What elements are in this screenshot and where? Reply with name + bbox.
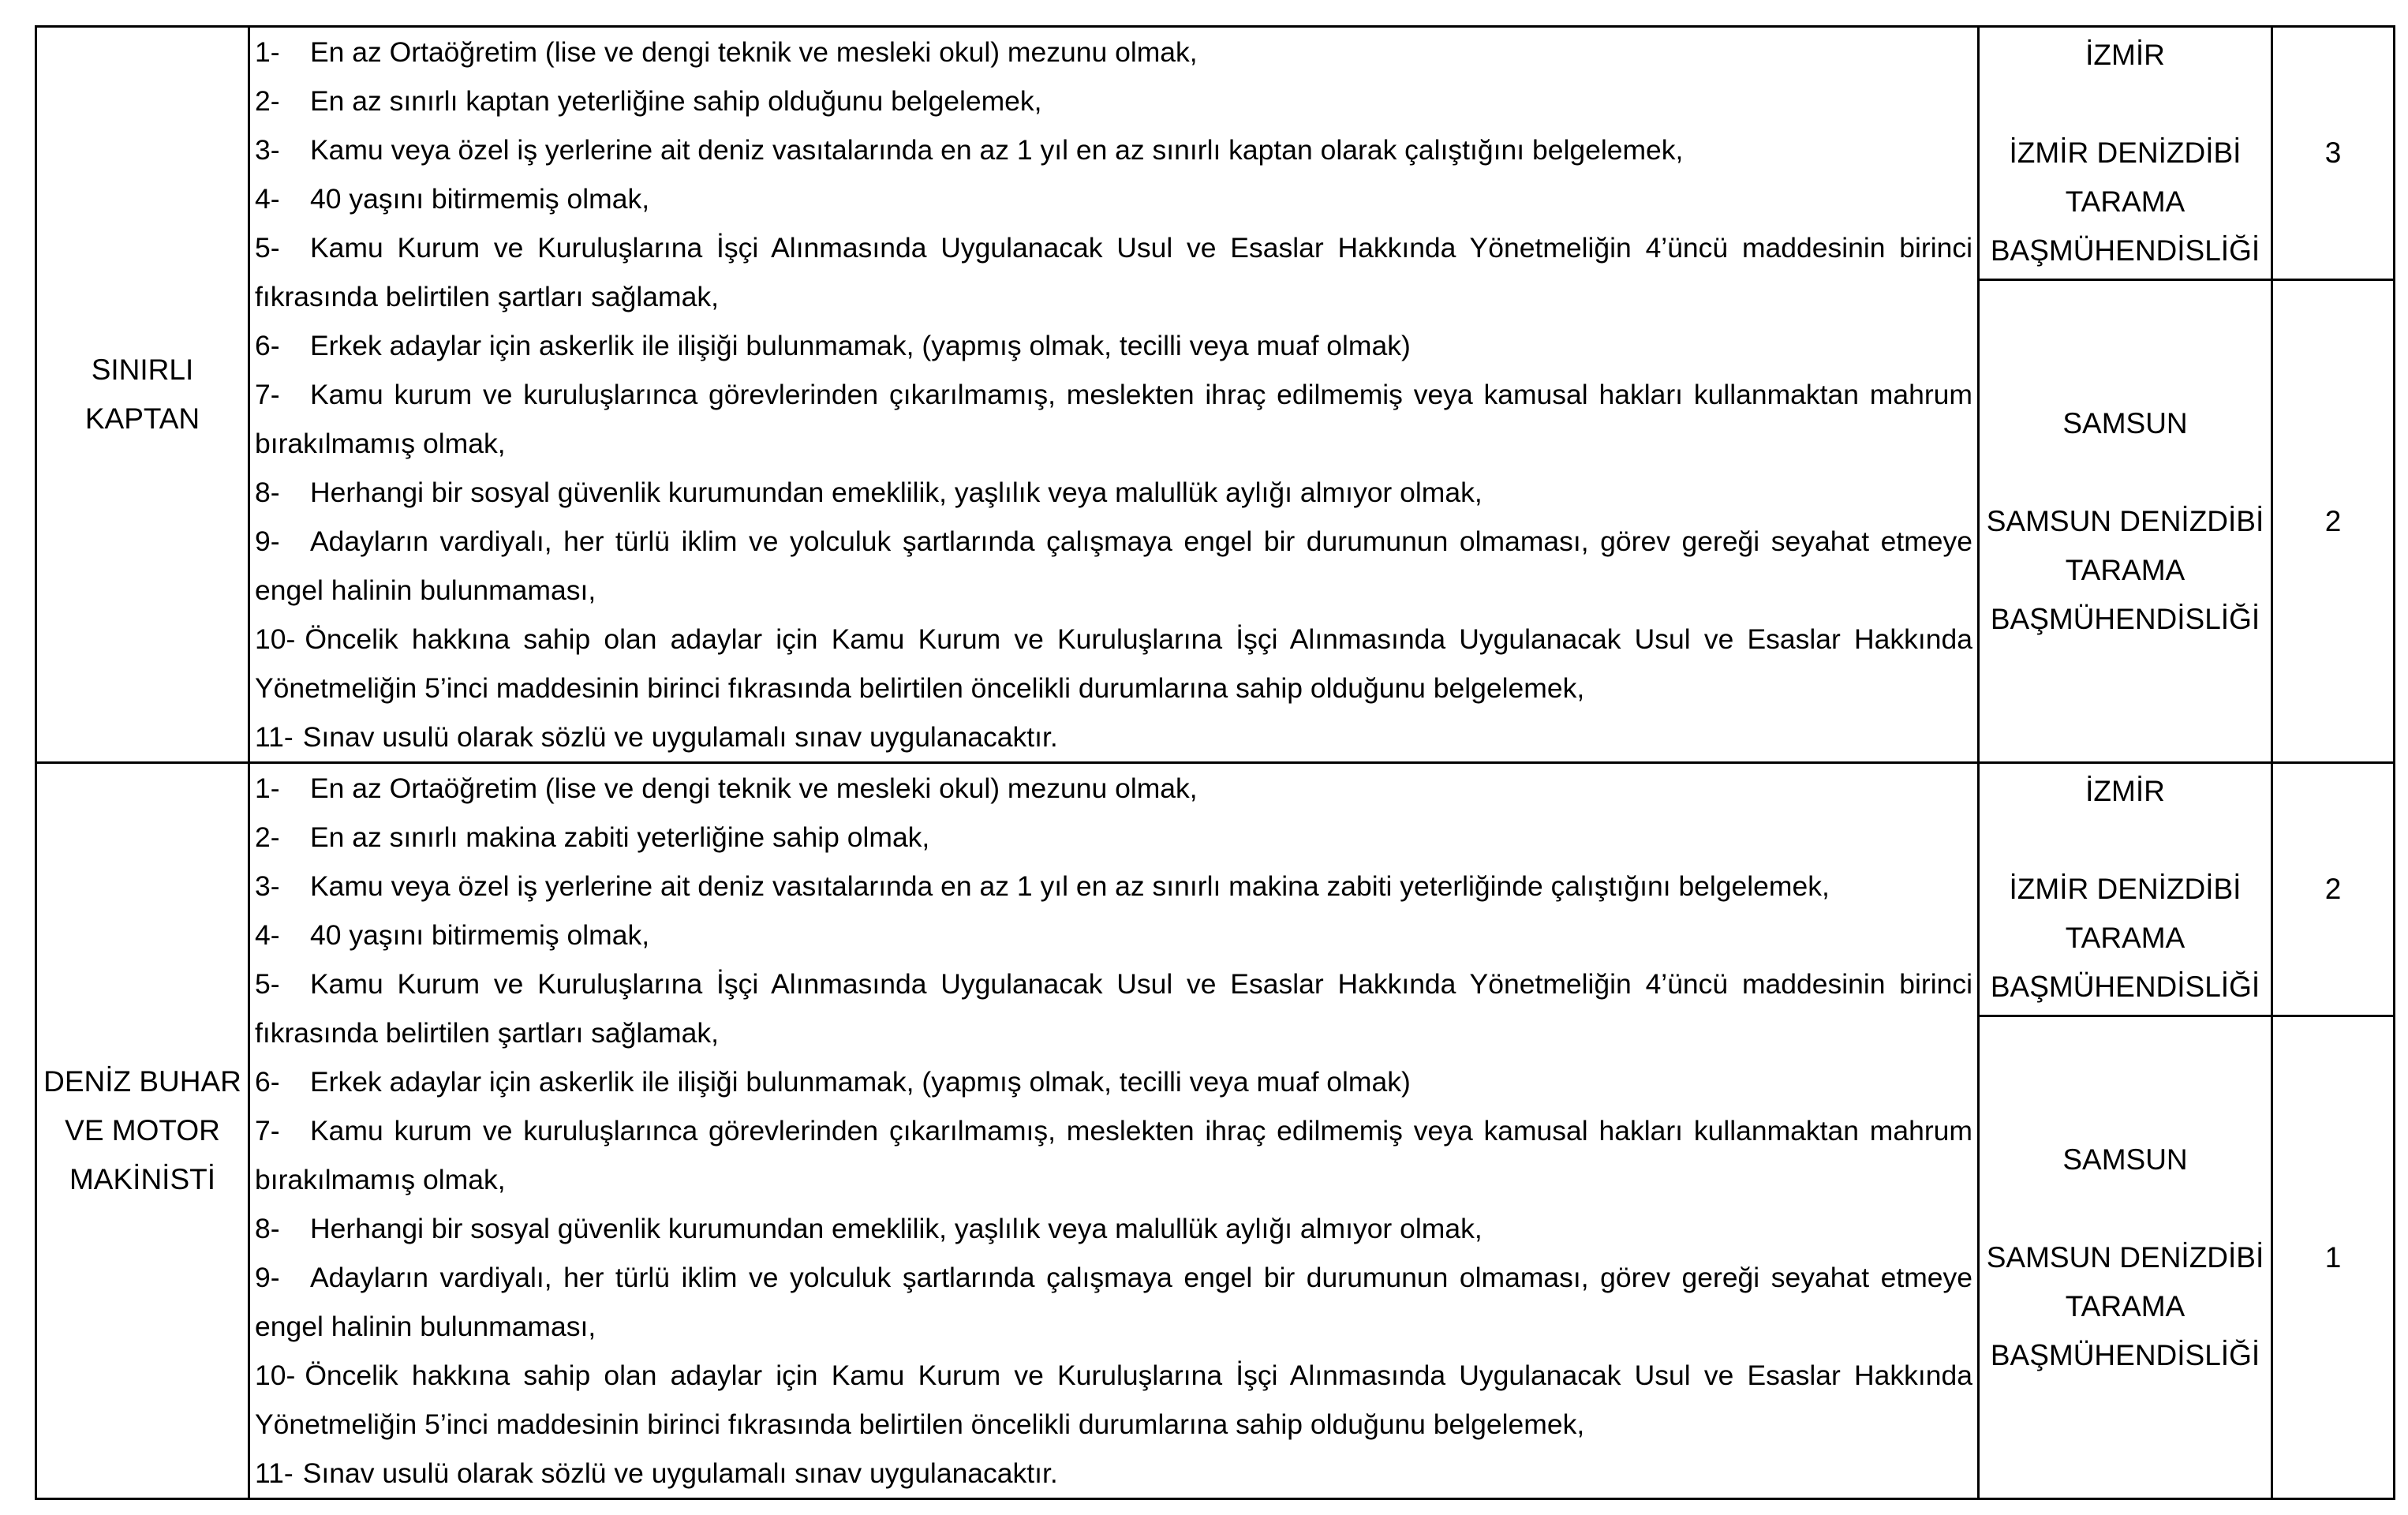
requirement-text: Herhangi bir sosyal güvenlik kurumundan emeklilik, yaşlılık veya malullük aylığı almıyor olmak, bbox=[310, 477, 1483, 508]
requirement-text: 40 yaşını bitirmemiş olmak, bbox=[310, 919, 650, 951]
location-unit-line: TARAMA bbox=[2065, 1289, 2186, 1322]
position-count-cell: 2 bbox=[2272, 280, 2395, 763]
requirement-number: 1- bbox=[255, 36, 280, 68]
requirements-cell bbox=[249, 27, 1979, 763]
position-count-cell: 2 bbox=[2272, 763, 2395, 1016]
requirement-text: En az sınırlı kaptan yeterliğine sahip olduğunu belgelemek, bbox=[310, 85, 1042, 117]
requirement-text: Adayların vardiyalı, her türlü iklim ve yolculuk şartlarında çalışmaya engel bir durumunun olmaması, görev gereği seyahat etmeye engel halinin bulunmaması, bbox=[255, 1262, 1972, 1342]
requirement-text: Kamu kurum ve kuruluşlarınca görevlerinden çıkarılmamış, meslekten ihraç edilmemiş veya kamusal hakları kullanmaktan mahrum bırakılmamış olmak, bbox=[255, 1115, 1972, 1195]
position-title-line: DENİZ BUHAR bbox=[43, 1065, 241, 1098]
location-unit-line: BAŞMÜHENDİSLİĞİ bbox=[1990, 971, 2260, 1004]
position-title-line: KAPTAN bbox=[84, 402, 200, 435]
requirement-number: 5- bbox=[255, 232, 280, 264]
requirement-text: Öncelik hakkına sahip olan adaylar için Kamu Kurum ve Kuruluşlarına İşçi Alınmasında Uygulanacak Usul ve Esaslar Hakkında Yönetmeliğin 5’inci maddesinin birinci fıkrasında belirtilen öncelikli durumlarına sahip olduğunu belgelemek, bbox=[255, 623, 1972, 704]
requirement-number: 4- bbox=[255, 919, 280, 951]
requirement-number: 2- bbox=[255, 821, 280, 853]
requirement-number: 11- bbox=[255, 721, 294, 753]
requirement-number: 10- bbox=[255, 1360, 296, 1391]
list-item bbox=[255, 174, 1972, 223]
list-item bbox=[255, 1057, 1972, 1106]
requirement-text: En az Ortaöğretim (lise ve dengi teknik ve mesleki okul) mezunu olmak, bbox=[310, 772, 1198, 804]
list-item bbox=[255, 468, 1972, 517]
table-row bbox=[36, 27, 2395, 280]
requirements-list bbox=[255, 764, 1972, 1498]
requirements-cell bbox=[249, 763, 1979, 1499]
list-item bbox=[255, 862, 1972, 911]
requirement-number: 1- bbox=[255, 772, 280, 804]
requirement-text: Kamu Kurum ve Kuruluşlarına İşçi Alınmasında Uygulanacak Usul ve Esaslar Hakkında Yönetmeliğin 4’üncü maddesinin birinci fıkrasında belirtilen şartları sağlamak, bbox=[255, 232, 1972, 312]
requirement-number: 2- bbox=[255, 85, 280, 117]
location-cell bbox=[1979, 280, 2272, 763]
location-unit-line: TARAMA bbox=[2065, 185, 2186, 219]
location-spacer bbox=[1980, 80, 2271, 129]
list-item bbox=[255, 370, 1972, 468]
requirement-text: Sınav usulü olarak sözlü ve uygulamalı sınav uygulanacaktır. bbox=[302, 721, 1058, 753]
requirement-text: 40 yaşını bitirmemiş olmak, bbox=[310, 183, 650, 215]
requirement-number: 9- bbox=[255, 1262, 280, 1293]
requirement-number: 6- bbox=[255, 330, 280, 361]
requirement-number: 3- bbox=[255, 134, 280, 166]
requirement-text: Erkek adaylar için askerlik ile ilişiği bulunmamak, (yapmış olmak, tecilli veya muaf olmak) bbox=[310, 330, 1411, 361]
list-item bbox=[255, 813, 1972, 862]
list-item bbox=[255, 1351, 1972, 1449]
requirements-list bbox=[255, 28, 1972, 761]
requirement-number: 8- bbox=[255, 1213, 280, 1244]
list-item bbox=[255, 223, 1972, 321]
position-title-cell bbox=[36, 763, 249, 1499]
position-title-line: MAKİNİSTİ bbox=[69, 1163, 216, 1195]
requirement-number: 3- bbox=[255, 870, 280, 902]
location-unit-line: TARAMA bbox=[2065, 922, 2186, 955]
location-spacer bbox=[1980, 1184, 2271, 1233]
requirement-number: 9- bbox=[255, 526, 280, 557]
table-row bbox=[36, 763, 2395, 1016]
requirement-text: Kamu veya özel iş yerlerine ait deniz vasıtalarında en az 1 yıl en az sınırlı makina zabiti yeterliğinde çalıştığını belgelemek, bbox=[310, 870, 1830, 902]
list-item bbox=[255, 911, 1972, 960]
location-unit-line: İZMİR DENİZDİBİ bbox=[2009, 873, 2242, 906]
requirement-number: 10- bbox=[255, 623, 296, 655]
requirements-table bbox=[35, 25, 2395, 1500]
location-city: İZMİR bbox=[2085, 775, 2165, 808]
location-cell bbox=[1979, 27, 2272, 280]
requirement-number: 11- bbox=[255, 1457, 294, 1489]
requirement-number: 5- bbox=[255, 968, 280, 1000]
list-item bbox=[255, 764, 1972, 813]
list-item bbox=[255, 1106, 1972, 1204]
list-item bbox=[255, 1449, 1972, 1498]
requirement-text: Adayların vardiyalı, her türlü iklim ve yolculuk şartlarında çalışmaya engel bir durumunun olmaması, görev gereği seyahat etmeye engel halinin bulunmaması, bbox=[255, 526, 1972, 606]
position-title-line: VE MOTOR bbox=[65, 1114, 220, 1147]
requirement-number: 7- bbox=[255, 1115, 280, 1147]
requirement-number: 7- bbox=[255, 379, 280, 410]
position-title-cell bbox=[36, 27, 249, 763]
location-unit-line: BAŞMÜHENDİSLİĞİ bbox=[1990, 602, 2260, 635]
location-unit-line: TARAMA bbox=[2065, 553, 2186, 586]
requirement-text: En az sınırlı makina zabiti yeterliğine sahip olmak, bbox=[310, 821, 930, 853]
requirement-text: Kamu veya özel iş yerlerine ait deniz vasıtalarında en az 1 yıl en az sınırlı kaptan olarak çalıştığını belgelemek, bbox=[310, 134, 1684, 166]
location-spacer bbox=[1980, 816, 2271, 865]
location-unit-line: İZMİR DENİZDİBİ bbox=[2009, 137, 2242, 170]
list-item bbox=[255, 1253, 1972, 1351]
location-unit-line: BAŞMÜHENDİSLİĞİ bbox=[1990, 234, 2260, 267]
location-unit-line: BAŞMÜHENDİSLİĞİ bbox=[1990, 1338, 2260, 1371]
list-item bbox=[255, 77, 1972, 125]
location-unit-line: SAMSUN DENİZDİBİ bbox=[1986, 504, 2264, 537]
requirement-text: Sınav usulü olarak sözlü ve uygulamalı sınav uygulanacaktır. bbox=[302, 1457, 1058, 1489]
list-item bbox=[255, 517, 1972, 615]
requirement-text: Kamu kurum ve kuruluşlarınca görevlerinden çıkarılmamış, meslekten ihraç edilmemiş veya kamusal hakları kullanmaktan mahrum bırakılmamış olmak, bbox=[255, 379, 1972, 459]
list-item bbox=[255, 615, 1972, 713]
list-item bbox=[255, 321, 1972, 370]
requirement-text: Herhangi bir sosyal güvenlik kurumundan emeklilik, yaşlılık veya malullük aylığı almıyor olmak, bbox=[310, 1213, 1483, 1244]
requirement-number: 6- bbox=[255, 1066, 280, 1098]
list-item bbox=[255, 125, 1972, 174]
list-item bbox=[255, 960, 1972, 1057]
requirement-text: Erkek adaylar için askerlik ile ilişiği bulunmamak, (yapmış olmak, tecilli veya muaf olmak) bbox=[310, 1066, 1411, 1098]
list-item bbox=[255, 713, 1972, 761]
location-cell bbox=[1979, 1016, 2272, 1499]
location-city: SAMSUN bbox=[2062, 1143, 2188, 1176]
requirement-text: En az Ortaöğretim (lise ve dengi teknik ve mesleki okul) mezunu olmak, bbox=[310, 36, 1198, 68]
requirement-text: Öncelik hakkına sahip olan adaylar için Kamu Kurum ve Kuruluşlarına İşçi Alınmasında Uygulanacak Usul ve Esaslar Hakkında Yönetmeliğin 5’inci maddesinin birinci fıkrasında belirtilen öncelikli durumlarına sahip olduğunu belgelemek, bbox=[255, 1360, 1972, 1440]
requirements-table-body bbox=[36, 27, 2395, 1499]
requirement-text: Kamu Kurum ve Kuruluşlarına İşçi Alınmasında Uygulanacak Usul ve Esaslar Hakkında Yönetmeliğin 4’üncü maddesinin birinci fıkrasında belirtilen şartları sağlamak, bbox=[255, 968, 1972, 1049]
location-city: İZMİR bbox=[2085, 39, 2165, 72]
position-count-cell: 3 bbox=[2272, 27, 2395, 280]
requirement-number: 4- bbox=[255, 183, 280, 215]
location-unit-line: SAMSUN DENİZDİBİ bbox=[1986, 1240, 2264, 1274]
requirement-number: 8- bbox=[255, 477, 280, 508]
location-city: SAMSUN bbox=[2062, 406, 2188, 440]
position-count-cell: 1 bbox=[2272, 1016, 2395, 1499]
location-cell bbox=[1979, 763, 2272, 1016]
position-title-line: SINIRLI bbox=[91, 354, 194, 386]
list-item bbox=[255, 1204, 1972, 1253]
location-spacer bbox=[1980, 448, 2271, 497]
list-item bbox=[255, 28, 1972, 77]
